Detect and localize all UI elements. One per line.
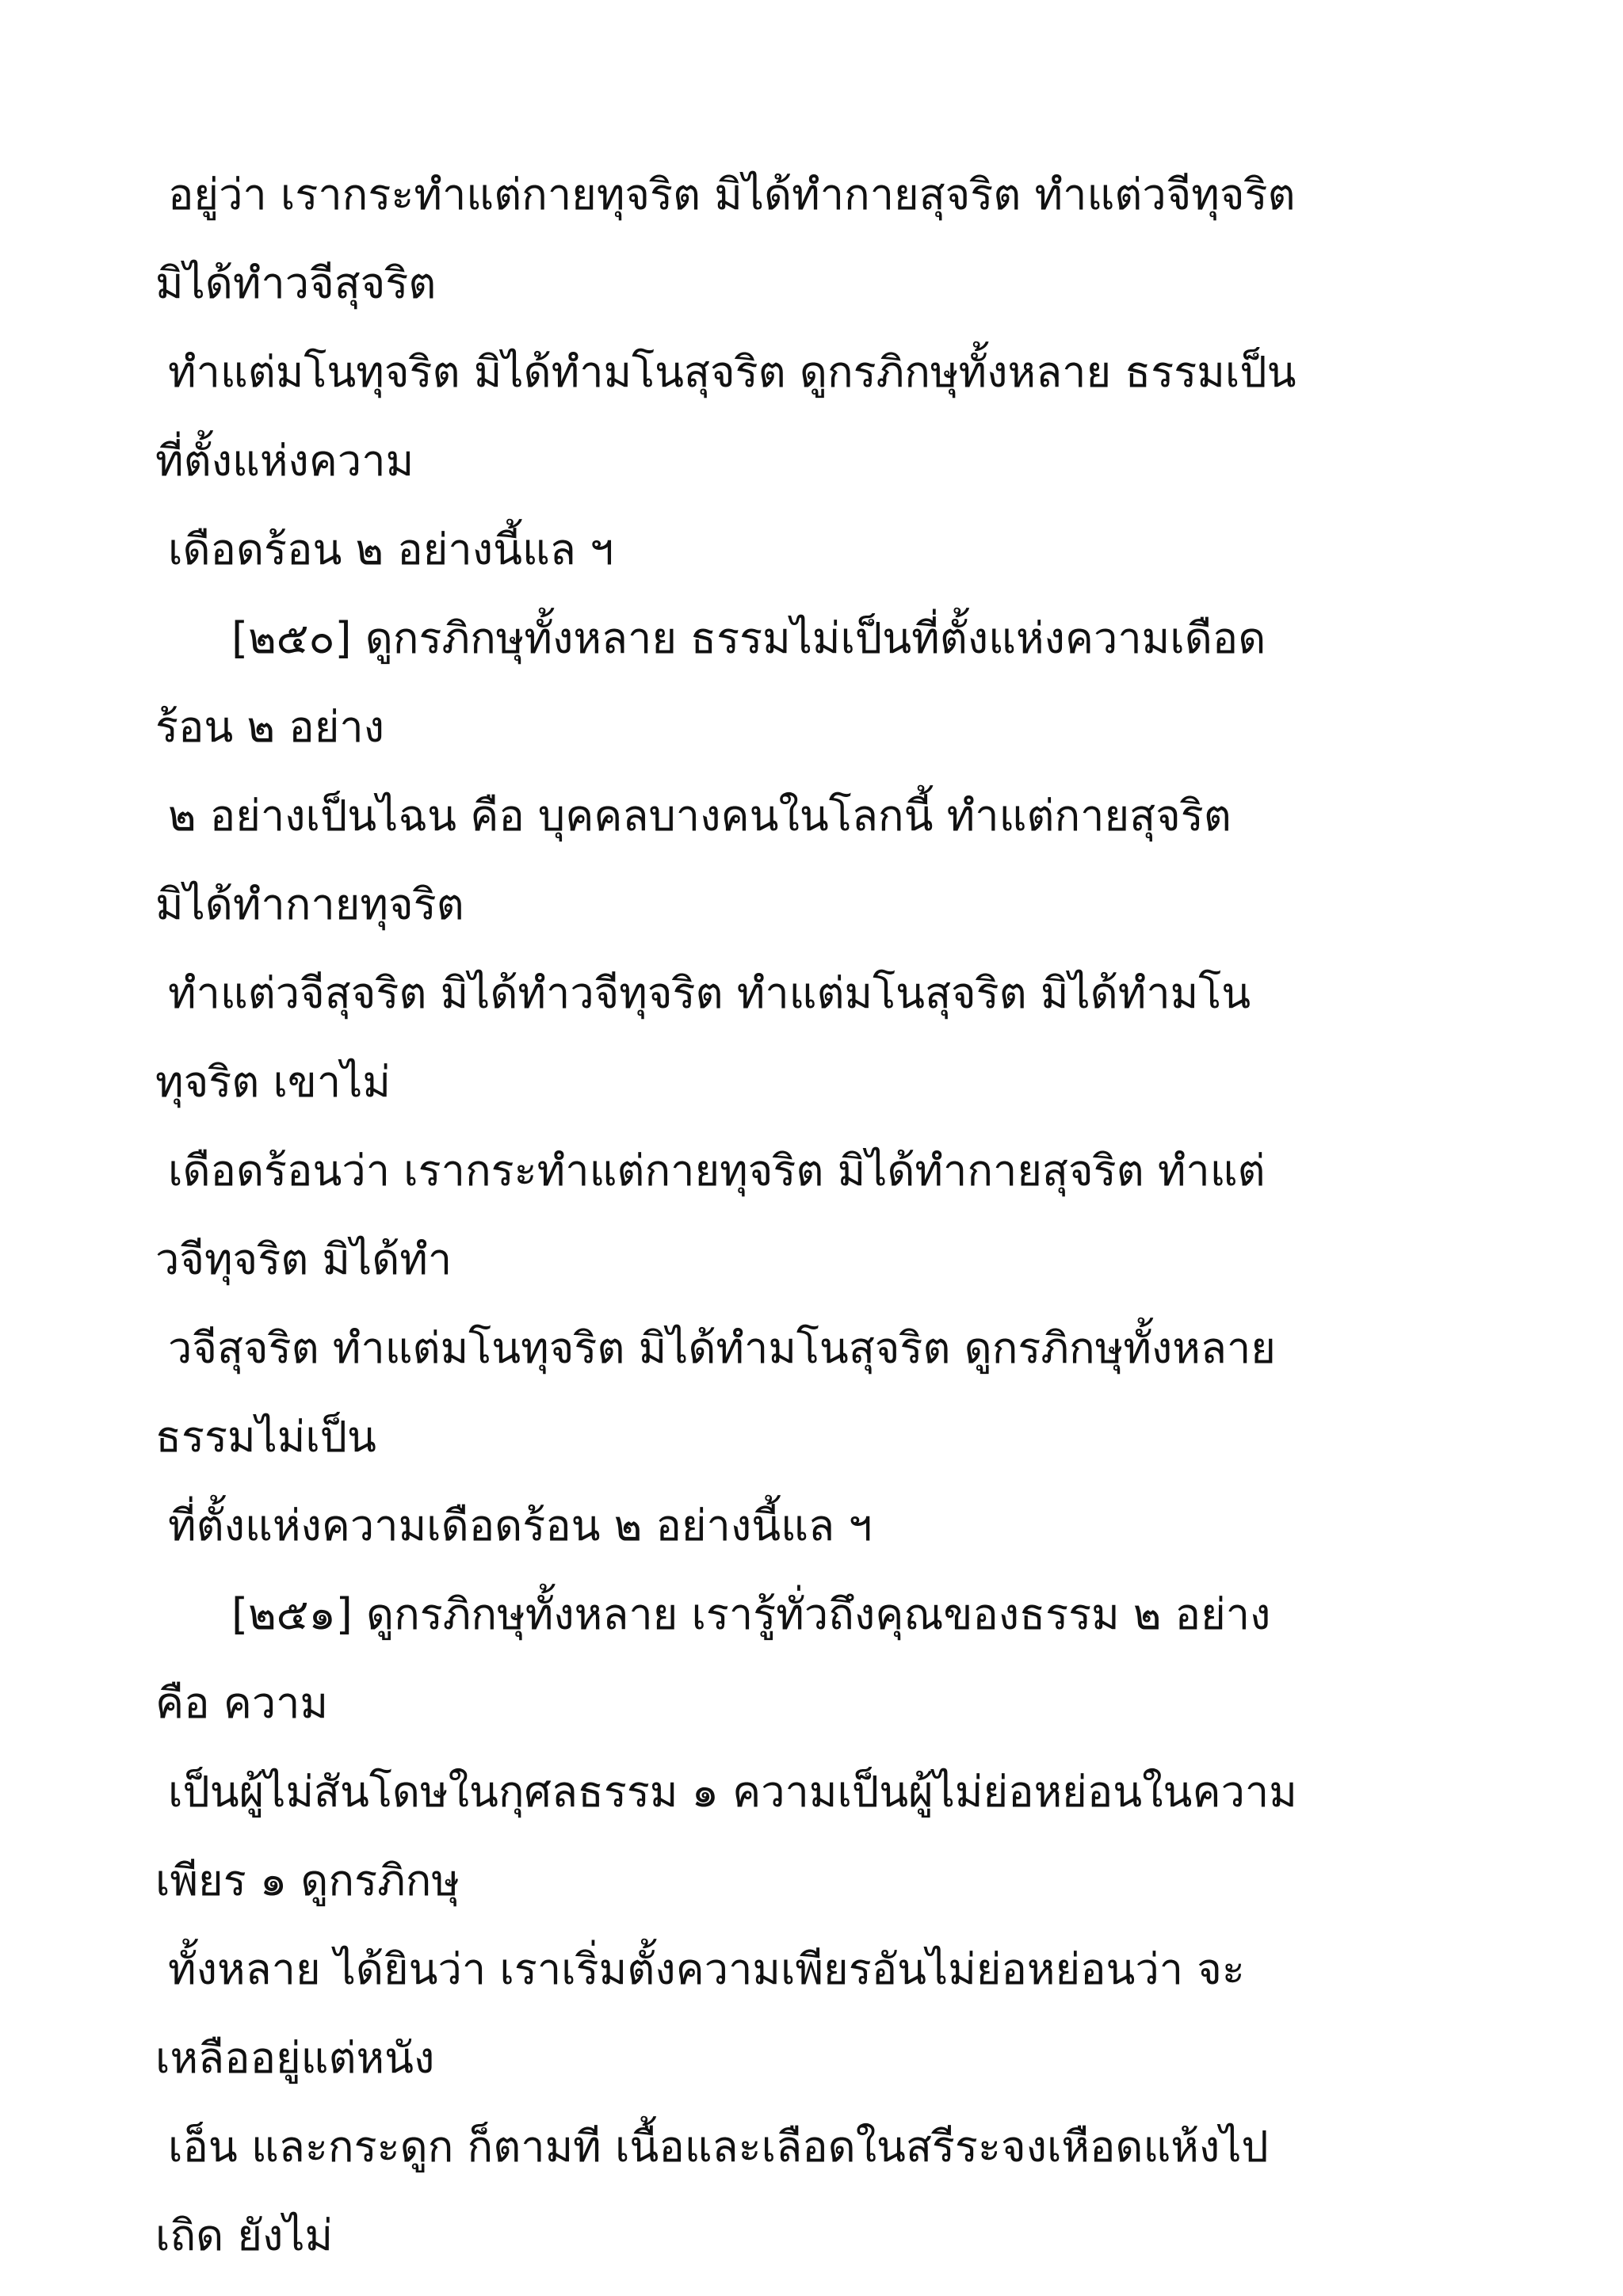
text-line: วจีสุจริต ทำแต่มโนทุจริต มิได้ทำมโนสุจริต ดูกรภิกษุทั้งหลาย (168, 1323, 1276, 1373)
text-line: ร้อน ๒ อย่าง (155, 702, 385, 752)
text-line: ทำแต่วจีสุจริต มิได้ทำวจีทุจริต ทำแต่มโนสุจริต มิได้ทำมโน (168, 968, 1251, 1018)
text-line: เป็นผู้ไม่สันโดษในกุศลธรรม ๑ ความเป็นผู้ไม่ย่อหย่อนในความ (168, 1767, 1297, 1817)
text-line: เอ็น และกระดูก ก็ตามที เนื้อและเลือดในสรีระจงเหือดแห้งไป (168, 2122, 1269, 2172)
text-line: เหลืออยู่แต่หนัง (155, 2033, 435, 2083)
text-line: วจีทุจริต มิได้ทำ (155, 1234, 453, 1284)
text-line: ที่ตั้งแห่งความเดือดร้อน ๒ อย่างนี้แล ฯ (168, 1501, 873, 1550)
paragraph-start-line: [๒๕๐] ดูกรภิกษุทั้งหลาย ธรรมไม่เป็นที่ตั้งแห่งความเดือด (231, 613, 1266, 663)
text-line: เพียร ๑ ดูกรภิกษุ (155, 1855, 460, 1905)
text-line: ที่ตั้งแห่งความ (155, 436, 414, 486)
text-line: ทำแต่มโนทุจริต มิได้ทำมโนสุจริต ดูกรภิกษุทั้งหลาย ธรรมเป็น (168, 347, 1296, 397)
text-line: ธรรมไม่เป็น (155, 1412, 376, 1462)
text-line: เถิด ยังไม่ (155, 2210, 334, 2260)
text-line: คือ ความ (155, 1678, 329, 1728)
text-line: เดือดร้อน ๒ อย่างนี้แล ฯ (168, 524, 614, 574)
text-line: เดือดร้อนว่า เรากระทำแต่กายทุจริต มิได้ทำกายสุจริต ทำแต่ (168, 1146, 1266, 1196)
text-line: อยู่ว่า เรากระทำแต่กายทุจริต มิได้ทำกายสุจริต ทำแต่วจีทุจริต (168, 170, 1296, 219)
text-line: ๒ อย่างเป็นไฉน คือ บุคคลบางคนในโลกนี้ ทำแต่กายสุจริต (168, 791, 1232, 841)
paragraph-start-line: [๒๕๑] ดูกรภิกษุทั้งหลาย เรารู้ทั่วถึงคุณของธรรม ๒ อย่าง (231, 1589, 1271, 1639)
text-line: มิได้ทำกายทุจริต (155, 879, 464, 929)
body-text (155, 151, 1518, 2280)
text-line: ทุจริต เขาไม่ (155, 1057, 391, 1107)
text-line: มิได้ทำวจีสุจริต (155, 258, 437, 308)
text-line: ทั้งหลาย ได้ยินว่า เราเริ่มตั้งความเพียรอันไม่ย่อหย่อนว่า จะ (168, 1944, 1245, 1994)
